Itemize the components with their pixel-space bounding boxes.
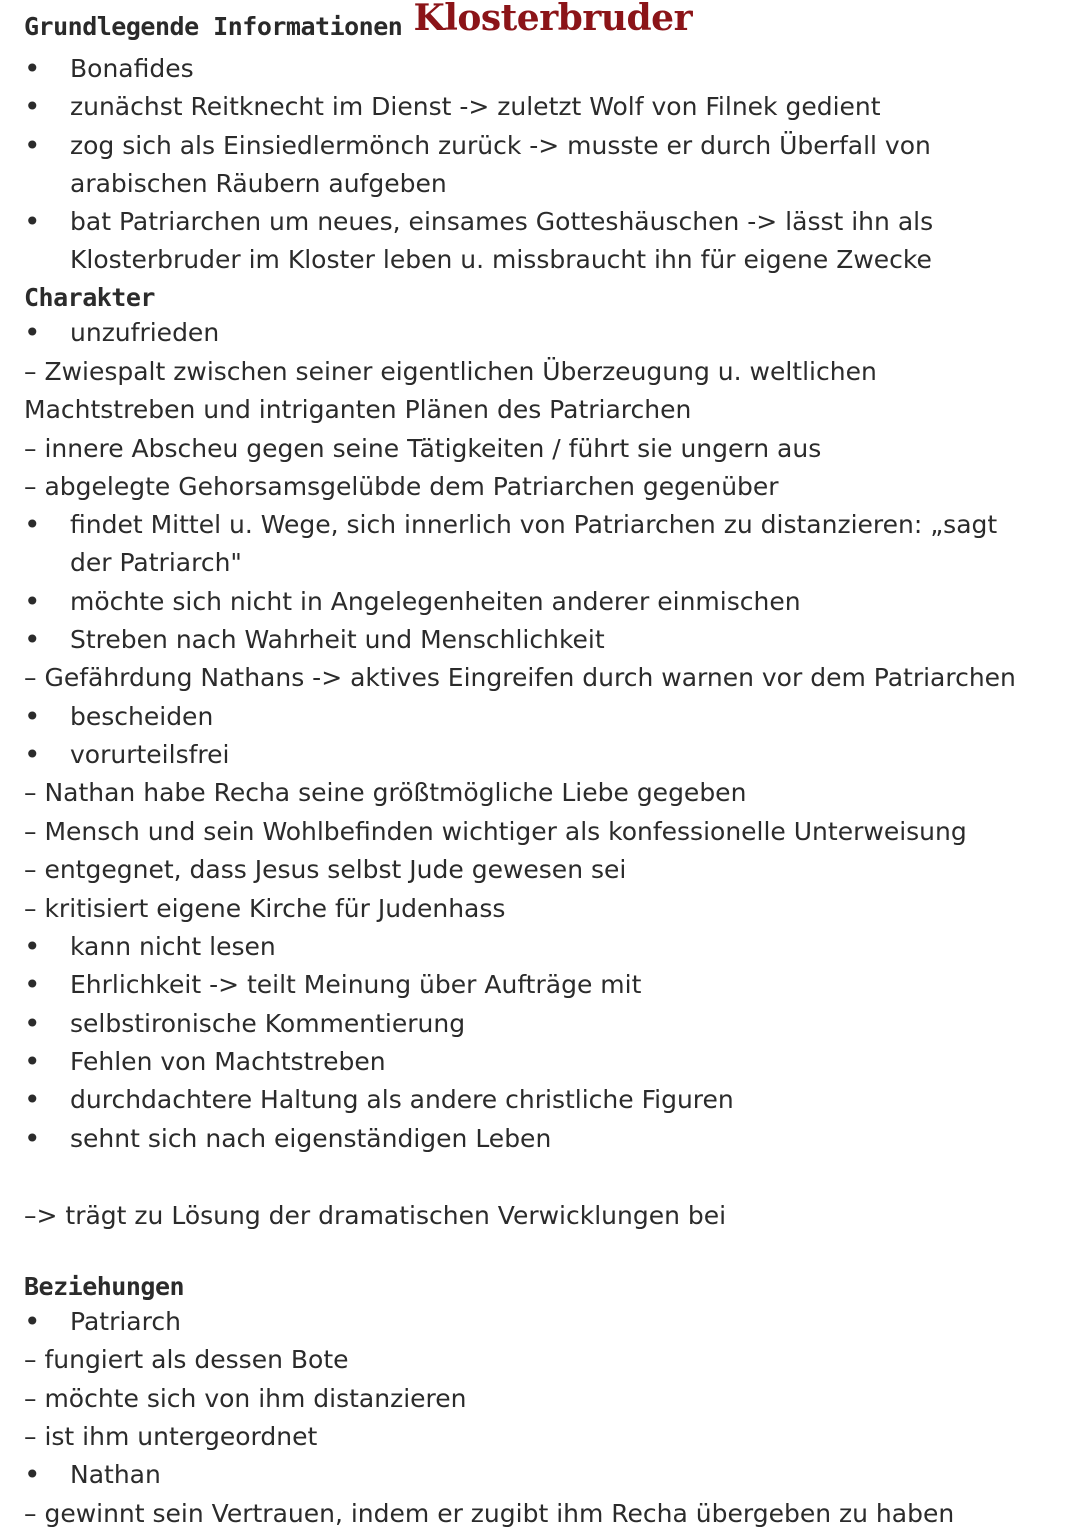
title-row xyxy=(24,2,692,46)
conclusion-line: –> trägt zu Lösung der dramatischen Verwicklungen bei xyxy=(24,1201,727,1230)
bullet-icon: • xyxy=(24,968,41,1001)
bullet-icon: • xyxy=(24,316,41,349)
dash-item: – gewinnt sein Vertrauen, indem er zugibt ihm Recha übergeben zu haben xyxy=(24,1499,955,1528)
dash-item-continuation: Machtstreben und intriganten Plänen des Patriarchen xyxy=(24,395,692,424)
bullet-icon: • xyxy=(24,623,41,656)
bullet-icon: • xyxy=(24,1305,41,1338)
list-item: Patriarch xyxy=(70,1307,181,1336)
section-heading-beziehungen: Beziehungen xyxy=(24,1272,185,1301)
dash-item: – Zwiespalt zwischen seiner eigentlichen Überzeugung u. weltlichen xyxy=(24,357,877,386)
list-item: selbstironische Kommentierung xyxy=(70,1009,466,1038)
section-heading-grundlegend: Grundlegende Informationen xyxy=(24,12,403,41)
bullet-icon: • xyxy=(24,1122,41,1155)
list-item: Bonafides xyxy=(70,54,194,83)
dash-item: – abgelegte Gehorsamsgelübde dem Patriarchen gegenüber xyxy=(24,472,779,501)
dash-item: – entgegnet, dass Jesus selbst Jude gewesen sei xyxy=(24,855,627,884)
list-item: bescheiden xyxy=(70,702,214,731)
list-item: möchte sich nicht in Angelegenheiten anderer einmischen xyxy=(70,587,801,616)
bullet-icon: • xyxy=(24,129,41,162)
bullet-icon: • xyxy=(24,930,41,963)
dash-item: – ist ihm untergeordnet xyxy=(24,1422,318,1451)
list-item: findet Mittel u. Wege, sich innerlich von Patriarchen zu distanzieren: „sagt xyxy=(70,510,998,539)
bullet-icon: • xyxy=(24,1045,41,1078)
bullet-icon: • xyxy=(24,1083,41,1116)
list-item: zunächst Reitknecht im Dienst -> zuletzt Wolf von Filnek gedient xyxy=(70,92,881,121)
list-item: durchdachtere Haltung als andere christliche Figuren xyxy=(70,1085,734,1114)
dash-item: – Nathan habe Recha seine größtmögliche Liebe gegeben xyxy=(24,778,747,807)
dash-item: – innere Abscheu gegen seine Tätigkeiten / führt sie ungern aus xyxy=(24,434,822,463)
list-item: vorurteilsfrei xyxy=(70,740,230,769)
dash-item: – fungiert als dessen Bote xyxy=(24,1345,349,1374)
bullet-icon: • xyxy=(24,508,41,541)
list-item-continuation: Klosterbruder im Kloster leben u. missbraucht ihn für eigene Zwecke xyxy=(70,245,932,274)
bullet-icon: • xyxy=(24,1007,41,1040)
list-item: Nathan xyxy=(70,1460,161,1489)
list-item-continuation: arabischen Räubern aufgeben xyxy=(70,169,447,198)
bullet-icon: • xyxy=(24,52,41,85)
page-title: Klosterbruder xyxy=(413,0,693,39)
list-item: sehnt sich nach eigenständigen Leben xyxy=(70,1124,552,1153)
list-item: Streben nach Wahrheit und Menschlichkeit xyxy=(70,625,605,654)
list-item-continuation: der Patriarch" xyxy=(70,548,242,577)
bullet-icon: • xyxy=(24,90,41,123)
list-item: kann nicht lesen xyxy=(70,932,276,961)
bullet-icon: • xyxy=(24,1458,41,1491)
dash-item: – Gefährdung Nathans -> aktives Eingreifen durch warnen vor dem Patriarchen xyxy=(24,663,1016,692)
dash-item: – Mensch und sein Wohlbefinden wichtiger als konfessionelle Unterweisung xyxy=(24,817,967,846)
bullet-icon: • xyxy=(24,700,41,733)
list-item: Ehrlichkeit -> teilt Meinung über Aufträge mit xyxy=(70,970,642,999)
dash-item: – kritisiert eigene Kirche für Judenhass xyxy=(24,894,506,923)
list-item: unzufrieden xyxy=(70,318,220,347)
bullet-icon: • xyxy=(24,738,41,771)
bullet-icon: • xyxy=(24,205,41,238)
bullet-icon: • xyxy=(24,585,41,618)
section-heading-charakter: Charakter xyxy=(24,283,155,312)
list-item: zog sich als Einsiedlermönch zurück -> musste er durch Überfall von xyxy=(70,131,931,160)
list-item: bat Patriarchen um neues, einsames Gotteshäuschen -> lässt ihn als xyxy=(70,207,934,236)
dash-item: – möchte sich von ihm distanzieren xyxy=(24,1384,467,1413)
list-item: Fehlen von Machtstreben xyxy=(70,1047,386,1076)
